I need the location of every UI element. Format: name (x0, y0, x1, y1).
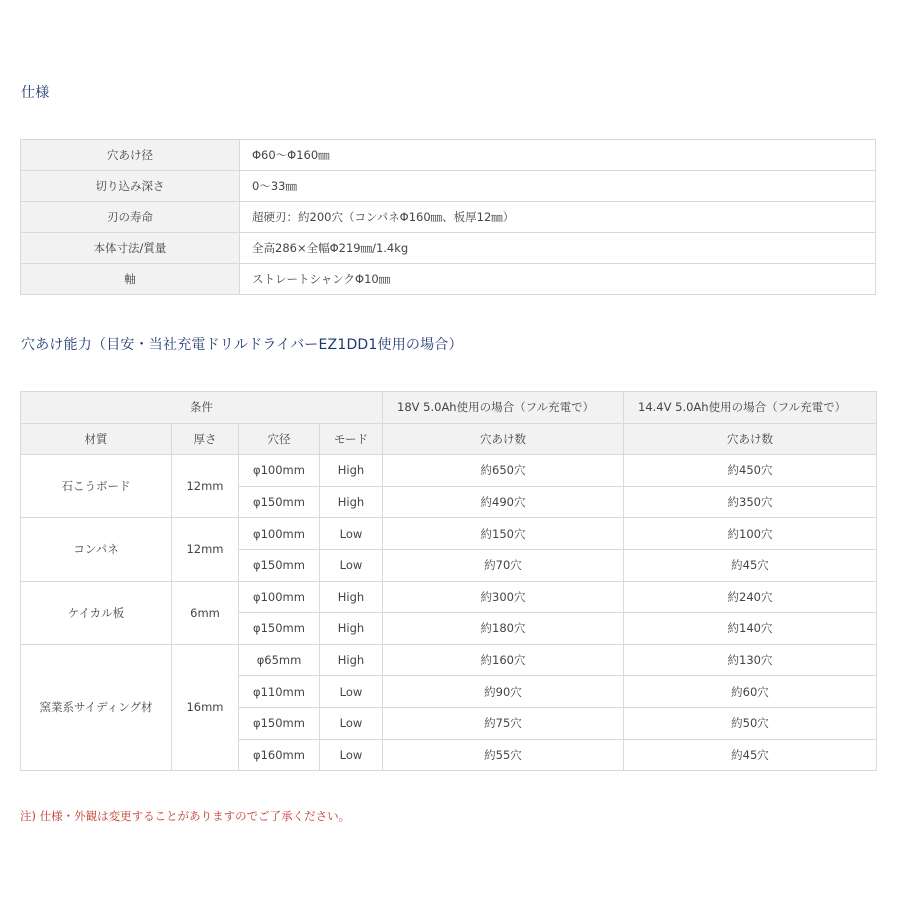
holes-18v-cell: 約70穴 (383, 549, 624, 581)
holes-144v-cell: 約45穴 (624, 739, 877, 771)
capacity-table (20, 391, 877, 771)
material-cell: ケイカル板 (21, 581, 172, 644)
table-row (21, 171, 876, 202)
header-144v: 14.4V 5.0Ah使用の場合（フル充電で） (624, 392, 877, 424)
spec-heading: 仕様 (21, 85, 50, 101)
material-cell: コンパネ (21, 518, 172, 581)
mode-cell: Low (320, 549, 383, 581)
diameter-cell: φ100mm (239, 518, 320, 550)
disclaimer-note: 注) 仕様・外観は変更することがありますのでご了承ください。 (20, 809, 351, 823)
mode-cell: High (320, 455, 383, 487)
table-row (21, 581, 877, 613)
table-row (21, 264, 876, 295)
holes-18v-cell: 約650穴 (383, 455, 624, 487)
material-cell: 石こうボード (21, 455, 172, 518)
mode-cell: Low (320, 676, 383, 708)
header-holes-18v: 穴あけ数 (383, 423, 624, 455)
spec-label: 穴あけ径 (21, 140, 240, 171)
spec-label: 切り込み深さ (21, 171, 240, 202)
holes-144v-cell: 約100穴 (624, 518, 877, 550)
table-row (21, 202, 876, 233)
holes-18v-cell: 約180穴 (383, 613, 624, 645)
mode-cell: Low (320, 707, 383, 739)
mode-cell: High (320, 613, 383, 645)
spec-label: 軸 (21, 264, 240, 295)
table-header-row (21, 423, 877, 455)
header-mode: モード (320, 423, 383, 455)
spec-value: 全高286×全幅Φ219㎜/1.4kg (240, 233, 876, 264)
holes-144v-cell: 約45穴 (624, 549, 877, 581)
holes-144v-cell: 約60穴 (624, 676, 877, 708)
mode-cell: Low (320, 518, 383, 550)
table-row (21, 518, 877, 550)
holes-144v-cell: 約240穴 (624, 581, 877, 613)
header-18v: 18V 5.0Ah使用の場合（フル充電で） (383, 392, 624, 424)
diameter-cell: φ150mm (239, 486, 320, 518)
header-thickness: 厚さ (172, 423, 239, 455)
diameter-cell: φ150mm (239, 549, 320, 581)
holes-18v-cell: 約55穴 (383, 739, 624, 771)
header-material: 材質 (21, 423, 172, 455)
diameter-cell: φ65mm (239, 644, 320, 676)
holes-18v-cell: 約150穴 (383, 518, 624, 550)
spec-value: 0〜33㎜ (240, 171, 876, 202)
mode-cell: Low (320, 739, 383, 771)
mode-cell: High (320, 644, 383, 676)
spec-value: ストレートシャンクΦ10㎜ (240, 264, 876, 295)
diameter-cell: φ100mm (239, 455, 320, 487)
holes-144v-cell: 約50穴 (624, 707, 877, 739)
table-row (21, 644, 877, 676)
spec-label: 刃の寿命 (21, 202, 240, 233)
capacity-heading: 穴あけ能力（目安・当社充電ドリルドライバーEZ1DD1使用の場合） (21, 337, 463, 353)
material-cell: 窯業系サイディング材 (21, 644, 172, 770)
spec-table (20, 139, 876, 295)
thickness-cell: 12mm (172, 455, 239, 518)
spec-value: 超硬刃：約200穴（コンパネΦ160㎜、板厚12㎜） (240, 202, 876, 233)
diameter-cell: φ150mm (239, 613, 320, 645)
table-row (21, 140, 876, 171)
thickness-cell: 12mm (172, 518, 239, 581)
mode-cell: High (320, 581, 383, 613)
table-row (21, 233, 876, 264)
table-header-row (21, 392, 877, 424)
diameter-cell: φ110mm (239, 676, 320, 708)
table-row (21, 455, 877, 487)
holes-18v-cell: 約490穴 (383, 486, 624, 518)
diameter-cell: φ100mm (239, 581, 320, 613)
header-condition: 条件 (21, 392, 383, 424)
spec-label: 本体寸法/質量 (21, 233, 240, 264)
holes-144v-cell: 約130穴 (624, 644, 877, 676)
diameter-cell: φ160mm (239, 739, 320, 771)
mode-cell: High (320, 486, 383, 518)
thickness-cell: 6mm (172, 581, 239, 644)
header-holes-144v: 穴あけ数 (624, 423, 877, 455)
holes-18v-cell: 約90穴 (383, 676, 624, 708)
holes-144v-cell: 約140穴 (624, 613, 877, 645)
header-hole-diameter: 穴径 (239, 423, 320, 455)
holes-18v-cell: 約75穴 (383, 707, 624, 739)
holes-18v-cell: 約160穴 (383, 644, 624, 676)
spec-value: Φ60〜Φ160㎜ (240, 140, 876, 171)
holes-144v-cell: 約450穴 (624, 455, 877, 487)
thickness-cell: 16mm (172, 644, 239, 770)
holes-144v-cell: 約350穴 (624, 486, 877, 518)
diameter-cell: φ150mm (239, 707, 320, 739)
holes-18v-cell: 約300穴 (383, 581, 624, 613)
